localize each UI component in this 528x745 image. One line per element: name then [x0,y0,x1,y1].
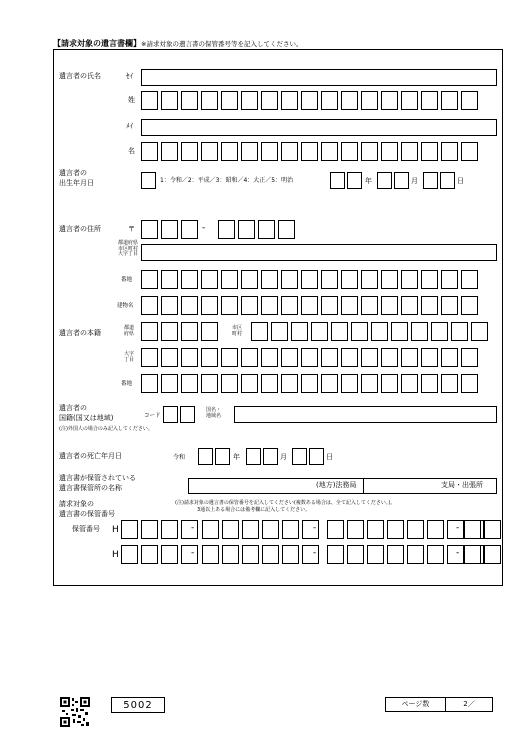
address-pref-city-field[interactable] [141,244,497,261]
death-month-field[interactable] [246,448,278,465]
sei-kana-field[interactable] [141,69,497,86]
nationality-code-field[interactable] [163,406,195,423]
country-name-field[interactable] [234,406,497,423]
honseki-label: 遺言者の本籍 [59,329,101,337]
honseki-city-field[interactable] [251,322,488,341]
form-code-box [111,697,165,713]
bureau-label: (地方)法務局 [316,481,357,489]
request-form-frame [53,49,503,586]
honseki-city-label: 市区 町村 [232,325,243,337]
postal-dash: - [202,223,206,233]
storage-note-1: (注)請求対象の遺言書の保管番号を記入してください(複数ある場合は、全て記入してください。)。 [175,500,396,506]
storage-dash-1c: - [456,523,460,533]
nationality-label-2: 国籍(国又は地域) [59,414,114,422]
mei-kana-field[interactable] [141,119,497,136]
address-building-field[interactable] [141,296,478,315]
birth-label-2: 出生年月日 [59,179,94,187]
mei-field[interactable] [141,142,478,161]
honseki-banchi-label: 番地 [121,381,133,387]
sei-field[interactable] [141,91,478,110]
death-day-field[interactable] [292,448,324,465]
postal-code-2-field[interactable] [218,220,295,239]
nationality-label-1: 遺言者の [59,404,87,412]
honseki-oaza-field[interactable] [141,348,478,367]
storage-number-1-a[interactable] [121,520,198,539]
country-name-label: 国名・ 地域名 [206,407,222,419]
page-value: 2／ [463,700,475,708]
address-label: 遺言者の住所 [59,225,101,233]
mei-kana-label: ﾒｲ [126,122,133,130]
storage-number-1-c[interactable] [327,520,484,539]
death-label: 遺言者の死亡年月日 [59,452,122,460]
storage-number-1-d[interactable] [464,520,501,539]
honseki-oaza-label: 大字 丁目 [124,351,135,363]
honseki-pref-label: 都道 府県 [124,325,135,337]
storage-label-2: 遺言書の保管番号 [59,510,115,518]
storage-dash-2b: - [313,548,317,558]
postal-code-1-field[interactable] [141,220,198,239]
birth-month-field[interactable] [377,172,409,189]
pref-city-label: 都道府県 市区町村 大字丁目 [117,240,138,257]
birth-era-field[interactable] [141,172,156,189]
mei-label: 名 [128,147,135,155]
nationality-note: (注)外国人の場合のみ記入してください。 [59,426,153,432]
page-value-cell [446,698,492,711]
storage-number-2-c[interactable] [327,545,484,564]
death-month-label: 月 [280,453,287,461]
form-header [53,31,302,50]
honseki-pref-field[interactable] [141,322,218,341]
sei-kana-label: ｾｲ [126,72,133,80]
storage-number-2-a[interactable] [121,545,198,564]
storage-number-1-b[interactable] [202,520,319,539]
birth-label-1: 遺言者の [59,169,87,177]
qr-code-icon [60,697,90,727]
storage-prefix-1: H [112,525,119,535]
section-note: ※請求対象の遺言書の保管番号等を記入してください。 [141,40,303,48]
death-day-label: 日 [326,453,333,461]
honseki-banchi-field[interactable] [141,374,478,393]
month-label: 月 [411,177,418,185]
building-label: 建物名 [117,303,134,309]
page-label: ページ数 [401,700,430,708]
sei-label: 姓 [128,96,135,104]
storage-prefix-2: H [112,550,119,560]
storage-dash-2a: - [191,548,195,558]
storage-note-2: 3通以上ある場合には備考欄に記入してください。 [197,507,311,513]
storage-label-1: 請求対象の [59,500,94,508]
office-divider [363,478,364,494]
storage-dash-1b: - [313,523,317,533]
day-label: 日 [457,177,464,185]
storage-number-2-d[interactable] [464,545,501,564]
banchi-label: 番地 [121,277,133,283]
birth-day-field[interactable] [423,172,455,189]
era-hint: 1：令和／2：平成／3：昭和／4：大正／5：明治 [160,177,294,184]
storage-sub-label: 保管番号 [72,525,100,533]
year-label: 年 [365,177,372,185]
storage-dash-1a: - [191,523,195,533]
office-label-1: 遺言書が保管されている [59,474,136,482]
postal-mark: 〒 [128,225,135,233]
page-count-box [385,697,493,712]
page-label-cell [386,698,446,711]
section-title: 【請求対象の遺言書欄】 [53,39,141,48]
storage-dash-2c: - [456,548,460,558]
birth-year-field[interactable] [330,172,362,189]
code-label: コード [144,413,161,419]
storage-number-2-b[interactable] [202,545,319,564]
branch-label: 支局・出張所 [441,481,483,489]
name-label: 遺言者の氏名 [59,72,101,80]
office-label-2: 遺言書保管所の名称 [59,484,122,492]
death-era: 令和 [173,454,186,461]
form-code: 5002 [123,699,153,711]
death-year-field[interactable] [198,448,230,465]
address-banchi-field[interactable] [141,270,478,289]
death-year-label: 年 [233,453,240,461]
